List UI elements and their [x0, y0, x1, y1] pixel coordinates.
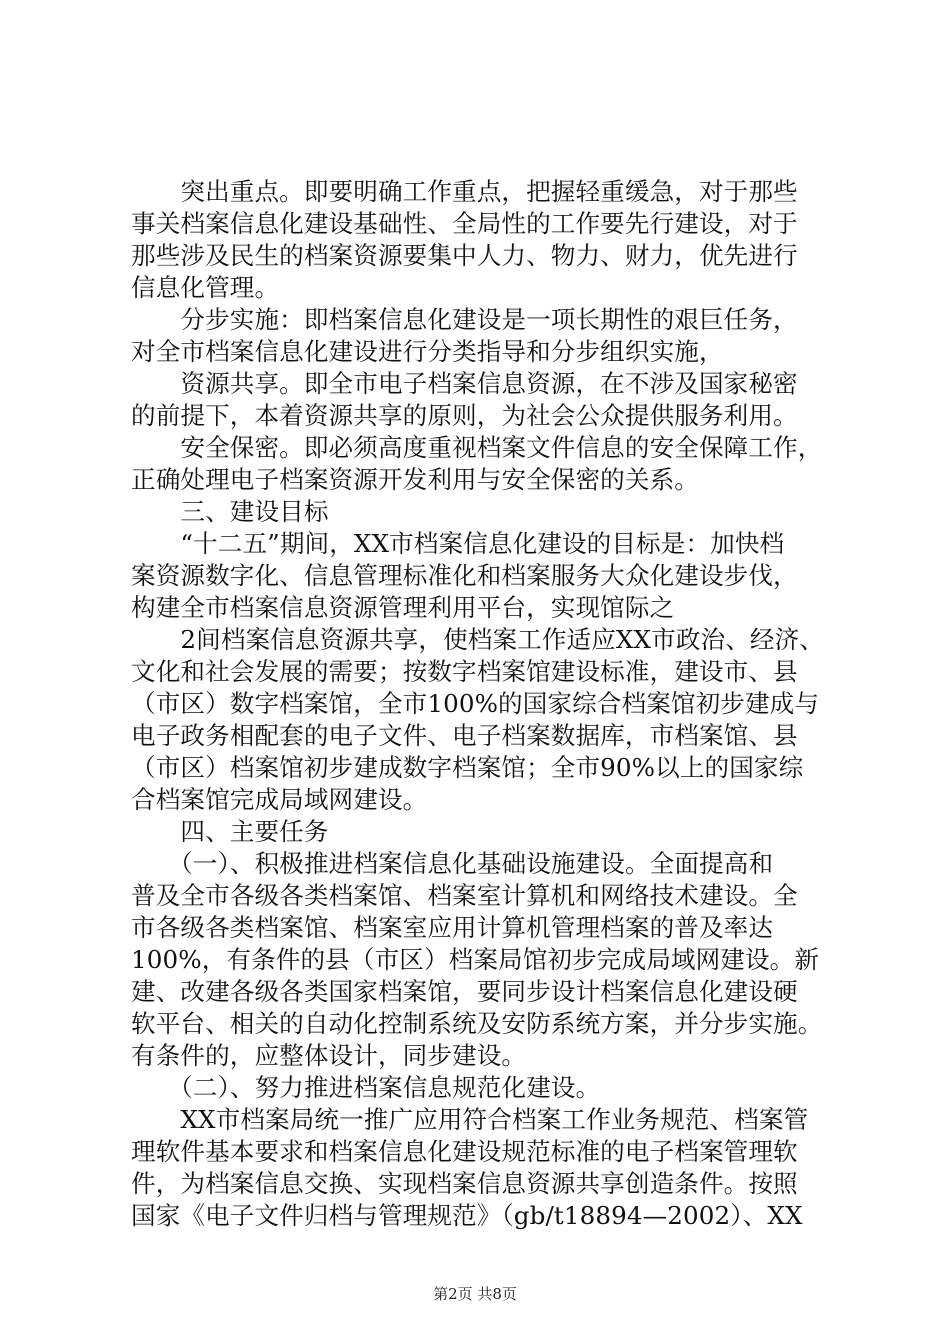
text-line: 那些涉及民生的档案资源要集中人力、物力、财力，优先进行 — [131, 241, 798, 270]
text-line: 普及全市各级各类档案馆、档案室计算机和网络技术建设。全 — [131, 881, 798, 910]
text-line: （市区）档案馆初步建成数字档案馆；全市90%以上的国家综 — [131, 753, 804, 782]
text-line: 对全市档案信息化建设进行分类指导和分步组织实施， — [131, 337, 724, 366]
text-line: 市各级各类档案馆、档案室应用计算机管理档案的普及率达 — [131, 913, 774, 942]
text-line: （一）、积极推进档案信息化基础设施建设。全面提高和 — [131, 849, 774, 878]
text-line: 分步实施：即档案信息化建设是一项长期性的艰巨任务， — [131, 305, 798, 334]
text-line: 案资源数字化、信息管理标准化和档案服务大众化建设步伐， — [131, 561, 798, 590]
text-line: 四、主要任务 — [131, 817, 329, 846]
text-line: 件，为档案信息交换、实现档案信息资源共享创造条件。按照 — [131, 1169, 798, 1198]
text-line: 构建全市档案信息资源管理利用平台，实现馆际之 — [131, 593, 675, 622]
text-line: 正确处理电子档案资源开发利用与安全保密的关系。 — [131, 465, 699, 494]
text-line: 信息化管理。 — [131, 273, 280, 302]
text-line: 安全保密。即必须高度重视档案文件信息的安全保障工作， — [131, 433, 823, 462]
text-line: 理软件基本要求和档案信息化建设规范标准的电子档案管理软 — [131, 1137, 798, 1166]
text-line: 电子政务相配套的电子文件、电子档案数据库，市档案馆、县 — [131, 721, 798, 750]
text-line: 突出重点。即要明确工作重点，把握轻重缓急，对于那些 — [131, 177, 798, 206]
text-line: XX市档案局统一推广应用符合档案工作业务规范、档案管 — [131, 1105, 809, 1134]
text-line: （市区）数字档案馆，全市100%的国家综合档案馆初步建成与 — [131, 689, 820, 718]
text-line: 建、改建各级各类国家档案馆，要同步设计档案信息化建设硬 — [131, 977, 798, 1006]
text-line: 的前提下，本着资源共享的原则，为社会公众提供服务利用。 — [131, 401, 798, 430]
text-line: 事关档案信息化建设基础性、全局性的工作要先行建设，对于 — [131, 209, 798, 238]
text-line: “十二五”期间，XX市档案信息化建设的目标是：加快档 — [131, 529, 785, 558]
text-line: 100%，有条件的县（市区）档案局馆初步完成局域网建设。新 — [131, 945, 820, 974]
text-line: 资源共享。即全市电子档案信息资源，在不涉及国家秘密 — [131, 369, 798, 398]
page-footer: 第2页 共8页 — [433, 1285, 517, 1303]
text-line: 软平台、相关的自动化控制系统及安防系统方案，并分步实施。 — [131, 1009, 823, 1038]
text-line: （二）、努力推进档案信息规范化建设。 — [131, 1073, 601, 1102]
text-line: 国家《电子文件归档与管理规范》（gb/t18894—2002）、XX — [131, 1201, 803, 1230]
document-body — [131, 176, 831, 1232]
text-line: 合档案馆完成局域网建设。 — [131, 785, 428, 814]
text-line: 三、建设目标 — [131, 497, 329, 526]
text-line: 文化和社会发展的需要；按数字档案馆建设标准，建设市、县 — [131, 657, 798, 686]
text-line: 有条件的，应整体设计，同步建设。 — [131, 1041, 527, 1070]
text-line: 2间档案信息资源共享，使档案工作适应XX市政治、经济、 — [131, 625, 825, 654]
